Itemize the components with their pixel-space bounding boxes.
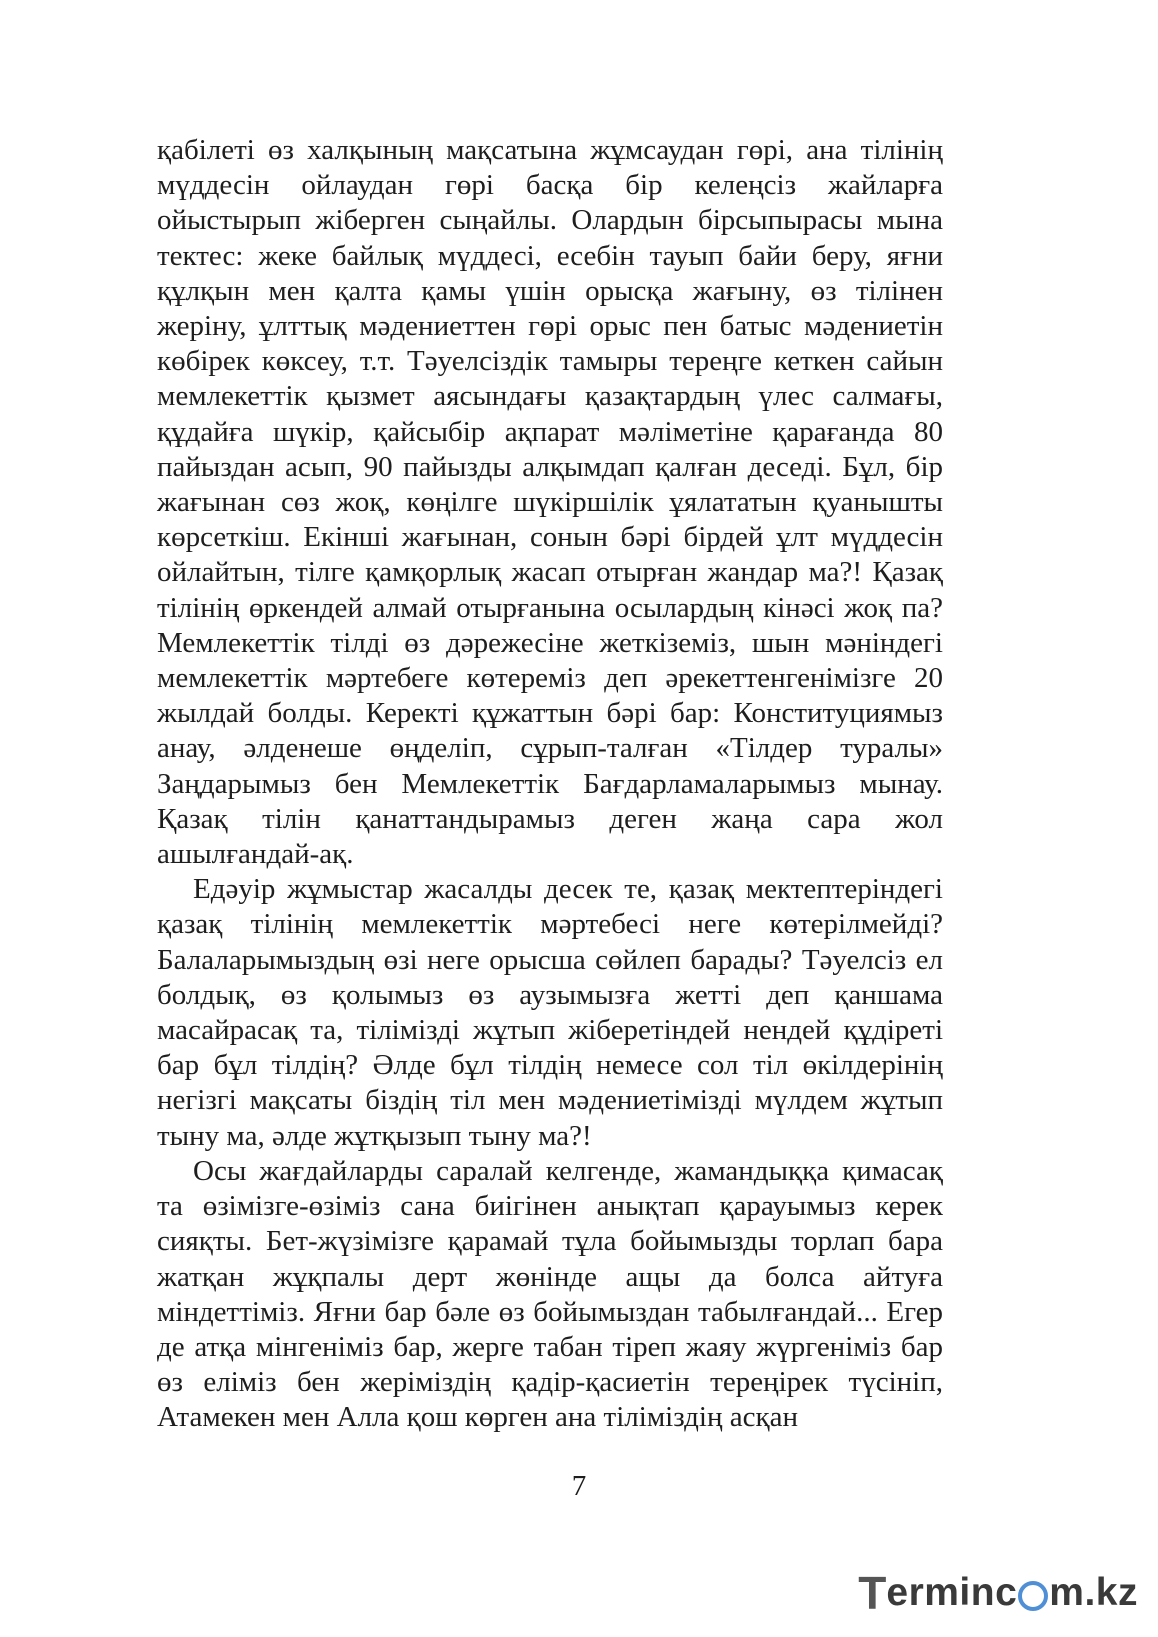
watermark-circle-icon	[1018, 1581, 1048, 1611]
watermark-text-part2: m.kz	[1049, 1571, 1138, 1614]
watermark-logo	[858, 1565, 1138, 1621]
watermark-text-part1: erminc	[886, 1571, 1018, 1614]
page-number: 7	[571, 1470, 587, 1502]
page-body	[157, 133, 943, 1436]
paragraph-3: Осы жағдайларды саралай келгенде, жамандыққа қимасақ та өзімізге-өзіміз сана биігінен анықтап қарауымыз керек сияқты. Бет-жүзімізге қарамай тұла бойымызды торлап бара жатқан жұқпалы дерт жөнінде ащы да болса айтуға міндеттіміз. Яғни бар бәле өз бойымыздан табылғандай... Егер де атқа мінгеніміз бар, жерге табан тіреп жаяу жүргеніміз бар өз еліміз бен жеріміздің қадір-қасиетін тереңірек түсініп, Атамекен мен Алла қош көрген ана тіліміздің асқан	[157, 1154, 943, 1434]
paragraph-2: Едәуір жұмыстар жасалды десек те, қазақ мектептеріндегі қазақ тілінің мемлекеттік мәртебесі неге көтерілмейді? Балаларымыздың өзі неге орысша сөйлеп барады? Тәуелсіз ел болдық, өз қолымыз өз аузымызға жетті деп қаншама масайрасақ та, тілімізді жұтып жіберетіндей нендей құдіреті бар бұл тілдің? Әлде бұл тілдің немесе сол тіл өкілдерінің негізгі мақсаты біздің тіл мен мәдениетімізді мүлдем жұтып тыну ма, әлде жұтқызып тыну ма?!	[157, 873, 943, 1152]
watermark-prefix: T	[858, 1567, 887, 1619]
paragraph-1: қабілеті өз халқының мақсатына жұмсаудан гөрі, ана тілінің мүддесін ойлаудан гөрі басқа бір келеңсіз жайларға ойыстырып жіберген сыңайлы. Олардын бірсыпырасы мына тектес: жеке байлық мүддесі, есебін тауып байи беру, яғни құлқын мен қалта қамы үшін орысқа жағыну, өз тілінен жеріну, ұлттық мәдениеттен гөрі орыс пен батыс мәдениетін көбірек көксеу, т.т. Тәуелсіздік тамыры тереңге кеткен сайын мемлекеттік қызмет аясындағы қазақтардың үлес салмағы, құдайға шүкір, қайсыбір ақпарат мәліметіне қарағанда 80 пайыздан асып, 90 пайызды алқымдап қалған деседі. Бұл, бір жағынан сөз жоқ, көңілге шүкіршілік ұялататын қуанышты көрсеткіш. Екінші жағынан, сонын бәрі бірдей ұлт мүддесін ойлайтын, тілге қамқорлық жасап отырған жандар ма?! Қазақ тілінің өркендей алмай отырғанына осылардың кінәсі жоқ па? Мемлекеттік тілді өз дәрежесіне жеткіземіз, шын мәніндегі мемлекеттік мәртебеге көтереміз деп әрекеттенгенімізге 20 жылдай болды. Керекті құжаттын бәрі бар: Конституциямыз анау, әлденеше өңделіп, сұрып-талған «Тілдер туралы» Заңдарымыз бен Мемлекеттік Бағдарламаларымыз мынау. Қазақ тілін қанаттандырамыз деген жаңа сара жол ашылғандай-ақ.	[157, 134, 943, 871]
